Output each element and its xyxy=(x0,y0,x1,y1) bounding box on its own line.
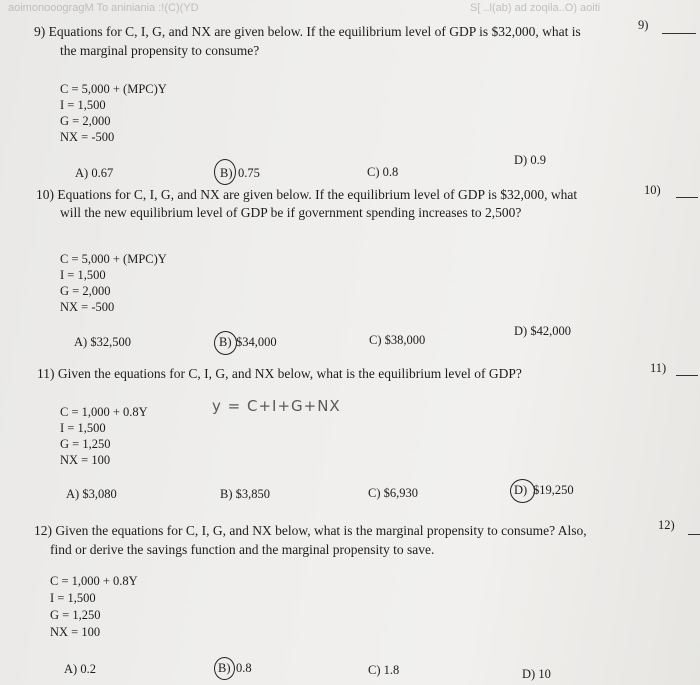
q11-answer-blank[interactable] xyxy=(676,375,698,376)
handwritten-gdp-identity: y = C+I+G+NX xyxy=(212,397,341,415)
q9-text-line1: 9) Equations for C, I, G, and NX are given below. If the equilibrium level of GDP is $32,000, what is xyxy=(34,24,581,39)
q9-option-a[interactable]: A) 0.67 xyxy=(75,166,114,180)
q11-eq-investment: I = 1,500 xyxy=(60,421,106,435)
q11-option-d-value[interactable]: $19,250 xyxy=(533,483,574,497)
q10-option-c[interactable]: C) $38,000 xyxy=(369,333,426,347)
q9-eq-net-exports: NX = -500 xyxy=(60,130,115,144)
q12-text-line2: find or derive the savings function and the marginal propensity to save. xyxy=(50,542,435,557)
q12-eq-net-exports: NX = 100 xyxy=(50,625,101,639)
q11-option-d-letter[interactable]: D) xyxy=(514,483,528,497)
q11-eq-government: G = 1,250 xyxy=(60,437,111,451)
q12-option-c[interactable]: C) 1.8 xyxy=(368,663,400,677)
q9-option-b-value[interactable]: 0.75 xyxy=(238,166,260,180)
q9-answer-blank[interactable] xyxy=(662,33,696,34)
q12-option-a[interactable]: A) 0.2 xyxy=(64,662,96,676)
q10-eq-government: G = 2,000 xyxy=(60,284,111,298)
q12-option-b-value[interactable]: 0.8 xyxy=(236,661,252,675)
q11-eq-net-exports: NX = 100 xyxy=(60,453,111,467)
q10-option-b-letter[interactable]: B) xyxy=(219,335,232,349)
q12-eq-investment: I = 1,500 xyxy=(50,591,96,605)
q11-text-line1: 11) Given the equations for C, I, G, and NX below, what is the equilibrium level of GDP? xyxy=(37,366,522,381)
q11-eq-consumption: C = 1,000 + 0.8Y xyxy=(60,405,148,419)
q10-option-b-value[interactable]: $34,000 xyxy=(236,335,277,349)
q12-option-d[interactable]: D) 10 xyxy=(522,667,551,681)
q12-eq-government: G = 1,250 xyxy=(50,608,101,622)
bleed-through-text: aoimonooogragM To aniniania :!(C)(YD xyxy=(8,2,199,14)
q9-eq-government: G = 2,000 xyxy=(60,114,111,128)
q9-option-c[interactable]: C) 0.8 xyxy=(367,165,399,179)
q9-number: 9) xyxy=(638,18,649,32)
q10-text-line1: 10) Equations for C, I, G, and NX are given below. If the equilibrium level of GDP is $32,000, what xyxy=(36,187,578,202)
q10-option-a[interactable]: A) $32,500 xyxy=(74,335,131,349)
bleed-through-text-right: S[ ..l(ab) ad zoqila..O) aoiti xyxy=(470,2,601,14)
q11-number: 11) xyxy=(650,361,667,375)
q9-eq-investment: I = 1,500 xyxy=(60,98,106,112)
q9-eq-consumption: C = 5,000 + (MPC)Y xyxy=(60,82,167,96)
q10-eq-investment: I = 1,500 xyxy=(60,268,106,282)
q10-option-d[interactable]: D) $42,000 xyxy=(514,324,571,338)
q9-option-b-letter[interactable]: B) xyxy=(220,166,233,180)
q10-text-line2: will the new equilibrium level of GDP be if government spending increases to 2,500? xyxy=(60,205,522,220)
q11-option-c[interactable]: C) $6,930 xyxy=(368,486,418,500)
q9-text-line2: the marginal propensity to consume? xyxy=(60,43,260,58)
q11-option-a[interactable]: A) $3,080 xyxy=(66,487,117,501)
q12-option-b-letter[interactable]: B) xyxy=(218,661,231,675)
q10-number: 10) xyxy=(644,183,661,197)
q12-number: 12) xyxy=(658,518,675,532)
q12-eq-consumption: C = 1,000 + 0.8Y xyxy=(50,574,138,588)
q12-text-line1: 12) Given the equations for C, I, G, and NX below, what is the marginal propensity to consume? Also, xyxy=(34,523,587,538)
q11-option-b[interactable]: B) $3,850 xyxy=(220,487,270,501)
q10-answer-blank[interactable] xyxy=(676,197,698,198)
q10-eq-consumption: C = 5,000 + (MPC)Y xyxy=(60,252,167,266)
q10-eq-net-exports: NX = -500 xyxy=(60,300,115,314)
q9-option-d[interactable]: D) 0.9 xyxy=(514,153,546,167)
q12-answer-blank[interactable] xyxy=(688,534,700,535)
